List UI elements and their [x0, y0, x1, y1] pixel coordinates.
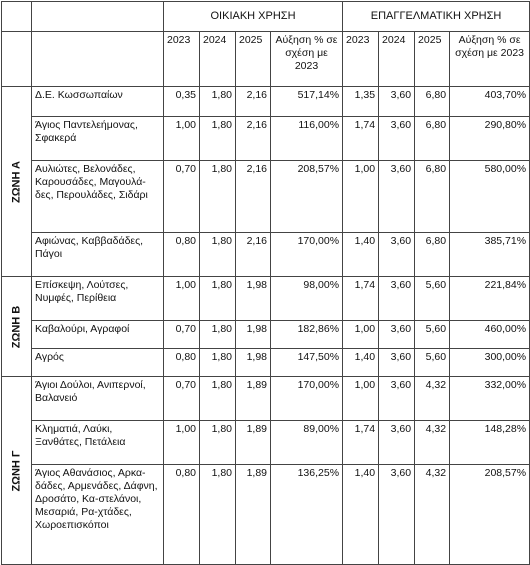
professional-price-cell: 1,35 [343, 87, 379, 117]
zone-label-cell [2, 87, 32, 277]
table-row [2, 233, 530, 277]
tariff-table [1, 1, 530, 565]
residential-price-cell: 1,80 [200, 233, 236, 277]
professional-price-cell: 3,60 [379, 349, 415, 377]
residential-price-cell: 0,70 [164, 161, 200, 233]
professional-increase-cell: 332,00% [450, 377, 530, 421]
table-row [2, 277, 530, 321]
residential-price-cell: 0,80 [164, 349, 200, 377]
professional-increase-cell: 460,00% [450, 321, 530, 349]
residential-increase-cell: 147,50% [271, 349, 343, 377]
residential-price-cell: 1,00 [164, 117, 200, 161]
table-row [2, 87, 530, 117]
residential-increase-cell: 136,25% [271, 465, 343, 565]
professional-header: ΕΠΑΓΓΕΛΜΑΤΙΚΗ ΧΡΗΣΗ [343, 2, 530, 32]
residential-price-cell: 0,35 [164, 87, 200, 117]
professional-price-cell: 3,60 [379, 421, 415, 465]
area-cell: Άγιος Αθανάσιος, Αρκα-δάδες, Αρμενάδες, Δάφνη, Δροσάτο, Κα-στελάνοι, Μεσαριά, Ρα-χτάδες, Χωροεπισκόποι [32, 465, 164, 565]
area-cell: Άγιος Παντελεήμονας, Σφακερά [32, 117, 164, 161]
area-cell: Αυλιώτες, Βελονάδες, Καρουσάδες, Μαγουλά-δες, Περουλάδες, Σιδάρι [32, 161, 164, 233]
zone-label: ΖΩΝΗ Γ [10, 449, 22, 492]
residential-price-cell: 0,80 [164, 233, 200, 277]
table-row [2, 349, 530, 377]
zone-label: ΖΩΝΗ Α [10, 160, 22, 203]
area-cell: Επίσκεψη, Λούτσες, Νυμφές, Περίθεια [32, 277, 164, 321]
area-cell: Αφιώνας, Καββαδάδες, Πάγοι [32, 233, 164, 277]
year-header: 2024 [379, 32, 415, 87]
increase-header: Αύξηση % σε σχέση με 2023 [450, 32, 530, 87]
professional-price-cell: 1,74 [343, 421, 379, 465]
residential-increase-cell: 116,00% [271, 117, 343, 161]
area-header-cell [32, 32, 164, 87]
residential-increase-cell: 170,00% [271, 377, 343, 421]
professional-price-cell: 5,60 [415, 349, 450, 377]
residential-price-cell: 1,89 [236, 421, 271, 465]
residential-increase-cell: 182,86% [271, 321, 343, 349]
professional-increase-cell: 403,70% [450, 87, 530, 117]
residential-increase-cell: 208,57% [271, 161, 343, 233]
corner-cell [2, 32, 32, 87]
professional-price-cell: 1,40 [343, 233, 379, 277]
residential-price-cell: 1,80 [200, 321, 236, 349]
professional-price-cell: 1,74 [343, 117, 379, 161]
residential-price-cell: 1,80 [200, 87, 236, 117]
table-row [2, 321, 530, 349]
professional-price-cell: 1,74 [343, 277, 379, 321]
residential-price-cell: 2,16 [236, 233, 271, 277]
residential-price-cell: 1,98 [236, 321, 271, 349]
residential-price-cell: 1,98 [236, 277, 271, 321]
professional-price-cell: 3,60 [379, 117, 415, 161]
zone-label-cell [2, 277, 32, 377]
professional-price-cell: 3,60 [379, 233, 415, 277]
professional-price-cell: 1,00 [343, 377, 379, 421]
residential-price-cell: 2,16 [236, 161, 271, 233]
residential-increase-cell: 98,00% [271, 277, 343, 321]
professional-price-cell: 3,60 [379, 161, 415, 233]
residential-price-cell: 1,80 [200, 421, 236, 465]
table-row [2, 117, 530, 161]
residential-price-cell: 1,80 [200, 377, 236, 421]
professional-price-cell: 1,00 [343, 161, 379, 233]
professional-increase-cell: 208,57% [450, 465, 530, 565]
residential-header: ΟΙΚΙΑΚΗ ΧΡΗΣΗ [164, 2, 343, 32]
year-header: 2025 [236, 32, 271, 87]
residential-price-cell: 1,80 [200, 349, 236, 377]
residential-price-cell: 1,00 [164, 277, 200, 321]
professional-price-cell: 5,60 [415, 277, 450, 321]
professional-price-cell: 3,60 [379, 377, 415, 421]
residential-price-cell: 0,80 [164, 465, 200, 565]
year-header: 2025 [415, 32, 450, 87]
professional-price-cell: 6,80 [415, 117, 450, 161]
area-cell: Κληματιά, Λαύκι, Ξανθάτες, Πετάλεια [32, 421, 164, 465]
professional-price-cell: 4,32 [415, 465, 450, 565]
blank-header-cell [32, 2, 164, 32]
professional-increase-cell: 221,84% [450, 277, 530, 321]
year-header: 2023 [343, 32, 379, 87]
area-cell: Αγρός [32, 349, 164, 377]
area-cell: Δ.Ε. Κωσσωπαίων [32, 87, 164, 117]
residential-price-cell: 1,80 [200, 465, 236, 565]
zone-label-cell [2, 377, 32, 565]
professional-price-cell: 1,40 [343, 349, 379, 377]
year-header: 2023 [164, 32, 200, 87]
residential-increase-cell: 170,00% [271, 233, 343, 277]
residential-price-cell: 1,89 [236, 465, 271, 565]
area-cell: Άγιοι Δούλοι, Ανιπερνοί, Βαλανειό [32, 377, 164, 421]
residential-price-cell: 0,70 [164, 377, 200, 421]
professional-increase-cell: 300,00% [450, 349, 530, 377]
professional-price-cell: 5,60 [415, 321, 450, 349]
professional-price-cell: 4,32 [415, 377, 450, 421]
residential-price-cell: 1,00 [164, 421, 200, 465]
professional-increase-cell: 580,00% [450, 161, 530, 233]
residential-price-cell: 1,80 [200, 161, 236, 233]
professional-increase-cell: 385,71% [450, 233, 530, 277]
professional-price-cell: 6,80 [415, 161, 450, 233]
table-row [2, 377, 530, 421]
residential-price-cell: 1,98 [236, 349, 271, 377]
professional-price-cell: 3,60 [379, 321, 415, 349]
residential-price-cell: 2,16 [236, 117, 271, 161]
year-header: 2024 [200, 32, 236, 87]
table-row [2, 161, 530, 233]
residential-price-cell: 2,16 [236, 87, 271, 117]
residential-price-cell: 1,80 [200, 277, 236, 321]
professional-price-cell: 3,60 [379, 277, 415, 321]
professional-increase-cell: 148,28% [450, 421, 530, 465]
residential-price-cell: 1,80 [200, 117, 236, 161]
table-row [2, 465, 530, 565]
increase-header: Αύξηση % σε σχέση με 2023 [271, 32, 343, 87]
professional-price-cell: 3,60 [379, 87, 415, 117]
professional-price-cell: 4,32 [415, 421, 450, 465]
residential-price-cell: 0,70 [164, 321, 200, 349]
zone-label: ΖΩΝΗ Β [10, 305, 22, 348]
professional-price-cell: 6,80 [415, 233, 450, 277]
residential-increase-cell: 517,14% [271, 87, 343, 117]
table-row [2, 421, 530, 465]
professional-increase-cell: 290,80% [450, 117, 530, 161]
residential-increase-cell: 89,00% [271, 421, 343, 465]
area-cell: Καβαλούρι, Αγραφοί [32, 321, 164, 349]
corner-cell [2, 2, 32, 32]
professional-price-cell: 3,60 [379, 465, 415, 565]
professional-price-cell: 6,80 [415, 87, 450, 117]
professional-price-cell: 1,00 [343, 321, 379, 349]
residential-price-cell: 1,89 [236, 377, 271, 421]
professional-price-cell: 1,40 [343, 465, 379, 565]
